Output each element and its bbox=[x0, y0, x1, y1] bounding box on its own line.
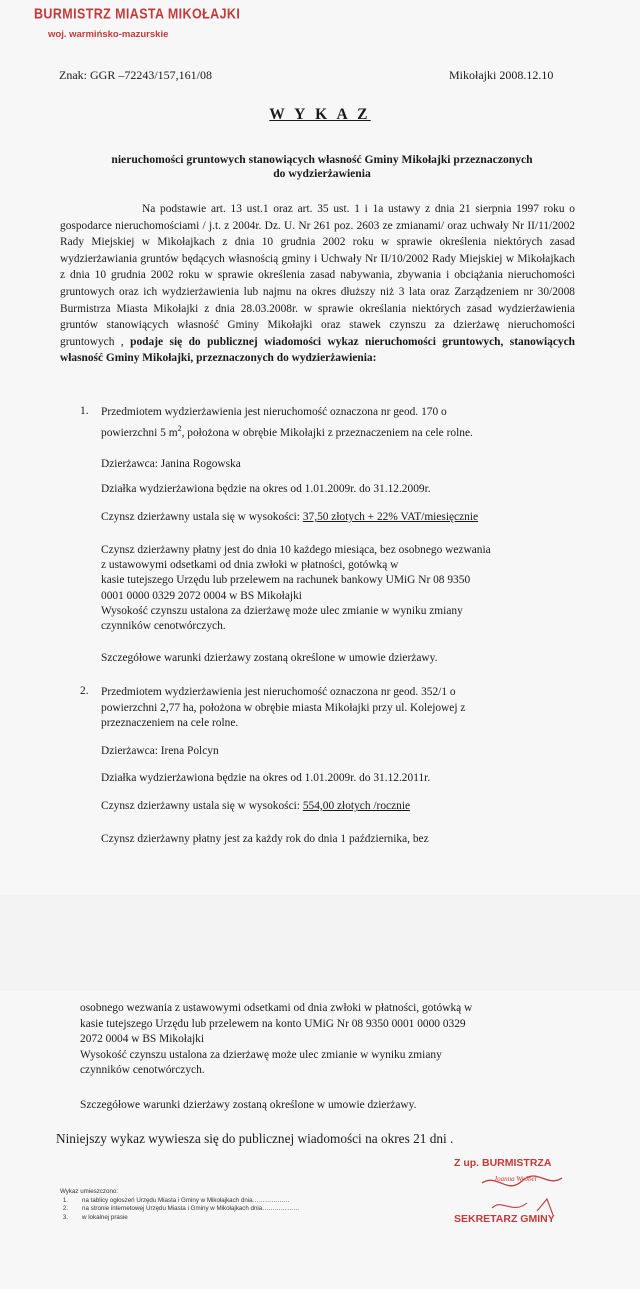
continuation-line-3: 2072 0004 w BS Mikołajki bbox=[80, 1033, 205, 1046]
posting-item bbox=[60, 1197, 299, 1206]
item-2-rent-label: Czynsz dzierżawny ustala się w wysokości: bbox=[101, 800, 303, 812]
title-text: W Y K A Z bbox=[269, 106, 371, 123]
item-2-tenant: Dzierżawca: Irena Polcyn bbox=[101, 745, 219, 757]
continuation-payment bbox=[80, 1001, 580, 1079]
item-2-line-1: Przedmiotem wydzierżawienia jest nieruchomość oznaczona nr geod. 352/1 o bbox=[101, 686, 456, 698]
reference-number: Znak: GGR –72243/157,161/08 bbox=[59, 68, 212, 82]
posting-heading: Wykaz umieszczono: bbox=[60, 1188, 119, 1195]
item-1-conditions: Szczegółowe warunki dzierżawy zostaną określone w umowie dzierżawy. bbox=[101, 652, 438, 664]
mayor-stamp-top bbox=[34, 6, 240, 40]
posting-item-number: 1. bbox=[62, 1196, 68, 1204]
closing-statement: Niniejszy wykaz wywiesza się do publicznej wiadomości na okres 21 dni . bbox=[56, 1131, 454, 1146]
subtitle-line-1: nieruchomości gruntowych stanowiących własność Gminy Mikołajki przeznaczonych bbox=[111, 153, 533, 166]
posting-item bbox=[60, 1205, 299, 1214]
item-1-payment-line-6: czynników cenotwórczych. bbox=[101, 620, 226, 633]
posting-item-text: w lokalnej prasie bbox=[82, 1213, 128, 1221]
stamp-bottom-line-1: Z up. BURMISTRZA bbox=[454, 1157, 552, 1169]
item-2-description bbox=[101, 685, 571, 732]
item-1-area-sup: 2 bbox=[177, 423, 182, 433]
continuation-conditions: Szczegółowe warunki dzierżawy zostaną określone w umowie dzierżawy. bbox=[80, 1099, 417, 1111]
item-1-tenant: Dzierżawca: Janina Rogowska bbox=[101, 458, 241, 470]
item-1-line-1: Przedmiotem wydzierżawienia jest nieruchomość oznaczona nr geod. 170 o bbox=[101, 406, 447, 418]
subtitle-line-2: do wydzierżawienia bbox=[273, 167, 371, 180]
item-1-location: , położona w obrębie Mikołajki z przeznaczeniem na cele rolne. bbox=[181, 426, 473, 439]
page-break-gap bbox=[0, 895, 640, 991]
document-date: Mikołajki 2008.12.10 bbox=[449, 68, 554, 82]
item-2-payment-start: Czynsz dzierżawny płatny jest za każdy rok do dnia 1 października, bez bbox=[101, 833, 429, 845]
stamp-bottom-line-2: SEKRETARZ GMINY bbox=[454, 1213, 555, 1225]
document-title bbox=[0, 106, 640, 124]
posting-item-number: 3. bbox=[62, 1213, 68, 1221]
item-1-payment bbox=[101, 543, 571, 634]
stamp-line-2: woj. warmińsko-mazurskie bbox=[48, 29, 169, 40]
item-2-number: 2. bbox=[80, 685, 89, 697]
posting-item-text: na stronie internetowej Urzędu Miasta i Gminy w Mikołajkach dnia……………… bbox=[82, 1205, 300, 1212]
signature-name: Joanna Wróbel bbox=[494, 1175, 537, 1183]
item-1-rent-label: Czynsz dzierżawny ustala się w wysokości: bbox=[101, 511, 303, 523]
posting-item-number: 2. bbox=[62, 1205, 68, 1212]
item-1-payment-line-3: kasie tutejszego Urzędu lub przelewem na rachunek bankowy UMiG Nr 08 9350 bbox=[101, 574, 471, 587]
item-1-description bbox=[101, 405, 571, 441]
secretary-stamp bbox=[452, 1153, 592, 1238]
continuation-line-5: czynników cenotwórczych. bbox=[80, 1064, 205, 1077]
item-1-payment-line-1: Czynsz dzierżawny płatny jest do dnia 10 każdego miesiąca, bez osobnego wezwania bbox=[101, 544, 491, 556]
item-1-line-2 bbox=[101, 421, 571, 441]
item-2-rent-value: 554,00 złotych /rocznie bbox=[302, 800, 411, 812]
item-1-number: 1. bbox=[80, 405, 89, 417]
continuation-line-4: Wysokość czynszu ustalona za dzierżawę może ulec zmianie w wyniku zmiany bbox=[80, 1048, 442, 1061]
stamp-line-1: BURMISTRZ MIASTA MIKOŁAJKI bbox=[34, 6, 241, 23]
item-2-period: Działka wydzierżawiona będzie na okres od 1.01.2009r. do 31.12.2011r. bbox=[101, 772, 431, 784]
continuation-line-2: kasie tutejszego Urzędu lub przelewem na konto UMiG Nr 08 9350 0001 0000 0329 bbox=[80, 1017, 466, 1030]
item-2-rent bbox=[101, 799, 571, 815]
intro-paragraph bbox=[60, 201, 575, 367]
intro-text: Na podstawie art. 13 ust.1 oraz art. 35 ust. 1 i 1a ustawy z dnia 21 sierpnia 1997 roku o gospodarce nieruchomościami / j.t. z 2004r. Dz. U. Nr 261 poz. 2603 ze zmianami/ oraz uchwały Nr II/11/2002 Rady Miejskiej w Mikołajkach z dnia 10 grudnia 2002 roku w sprawie określenia niektórych zasad wydzierżawiania gruntów będących własnością gminy i Uchwały Nr II/10/2002 Rady Miejskiej w Mikołajkach z dnia 10 grudnia 2002 roku w sprawie określenia zasad nabywania, zbywania i obciążania nieruchomości gruntowych oraz ich wydzierżawienia lub najmu na okres dłuższy niż 3 lata oraz Zarządzeniem nr 30/2008 Burmistrza Miasta Mikołajki z dnia 28.03.2008r. w sprawie określania niektórych zasad wydzierżawienia gruntów stanowiących własność Gminy Mikołajki oraz stawek czynszu za dzierżawę nieruchomości gruntowych , bbox=[60, 203, 575, 348]
posting-item bbox=[60, 1214, 299, 1223]
item-1-payment-line-4: 0001 0000 0329 2072 0004 w BS Mikołajki bbox=[101, 589, 302, 602]
item-2-line-2: powierzchni 2,77 ha, położona w obrębie miasta Mikołajki przy ul. Kolejowej z bbox=[101, 701, 466, 714]
posting-item-text: na tablicy ogłoszeń Urzędu Miasta i Gminy w Mikołajkach dnia……………… bbox=[82, 1196, 290, 1204]
item-1-payment-line-2: z ustawowymi odsetkami od dnia zwłoki w płatności, gotówką w bbox=[101, 559, 399, 572]
intro-bold-text: podaje się do publicznej wiadomości wykaz nieruchomości gruntowych, stanowiących własność Gminy Mikołajki, przeznaczonych do wydzierżawienia: bbox=[60, 335, 575, 365]
continuation-line-1: osobnego wezwania z ustawowymi odsetkami od dnia zwłoki w płatności, gotówką w bbox=[80, 1002, 473, 1014]
item-1-payment-line-5: Wysokość czynszu ustalona za dzierżawę może ulec zmianie w wyniku zmiany bbox=[101, 604, 463, 617]
item-2-line-3: przeznaczeniem na cele rolne. bbox=[101, 717, 239, 730]
posting-notice bbox=[60, 1188, 299, 1222]
document-subtitle bbox=[62, 153, 582, 181]
item-1-area: powierzchni 5 m bbox=[101, 426, 178, 439]
item-1-rent bbox=[101, 510, 571, 526]
item-1-rent-value: 37,50 złotych + 22% VAT/miesięcznie bbox=[302, 511, 479, 523]
item-1-period: Działka wydzierżawiona będzie na okres od 1.01.2009r. do 31.12.2009r. bbox=[101, 483, 431, 495]
